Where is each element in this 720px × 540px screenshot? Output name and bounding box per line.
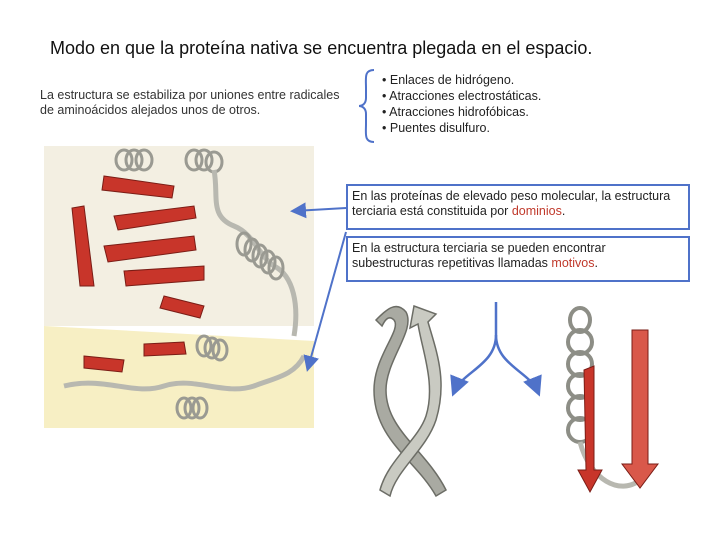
motifs-end: . bbox=[594, 256, 598, 270]
motifs-text: En la estructura terciaria se pueden encontrar subestructuras repetitivas llamadas bbox=[352, 241, 606, 270]
bond-item: • Enlaces de hidrógeno. bbox=[382, 72, 541, 88]
arrow-to-domains bbox=[294, 208, 346, 211]
motifs-highlight: motivos bbox=[551, 256, 595, 270]
bond-item: • Puentes disulfuro. bbox=[382, 120, 541, 136]
domains-box bbox=[346, 184, 690, 230]
bond-item: • Atracciones electrostáticas. bbox=[382, 88, 541, 104]
intro-text: La estructura se estabiliza por uniones entre radicales de aminoácidos alejados unos de otros. bbox=[40, 88, 340, 117]
bond-item: • Atracciones hidrofóbicas. bbox=[382, 104, 541, 120]
domains-end: . bbox=[561, 204, 566, 218]
page-title: Modo en que la proteína nativa se encuentra plegada en el espacio. bbox=[50, 38, 593, 58]
arrow-to-motif-right bbox=[496, 335, 538, 392]
beta-alpha-beta-motif bbox=[550, 300, 680, 506]
beta-hairpin-motif bbox=[366, 300, 466, 506]
motifs-box bbox=[346, 236, 690, 282]
arrow-to-domain-bottom bbox=[308, 232, 346, 368]
domains-highlight: dominios bbox=[511, 204, 562, 218]
domains-text: En las proteínas de elevado peso molecular, la estructura terciaria está constituida por bbox=[352, 189, 671, 218]
